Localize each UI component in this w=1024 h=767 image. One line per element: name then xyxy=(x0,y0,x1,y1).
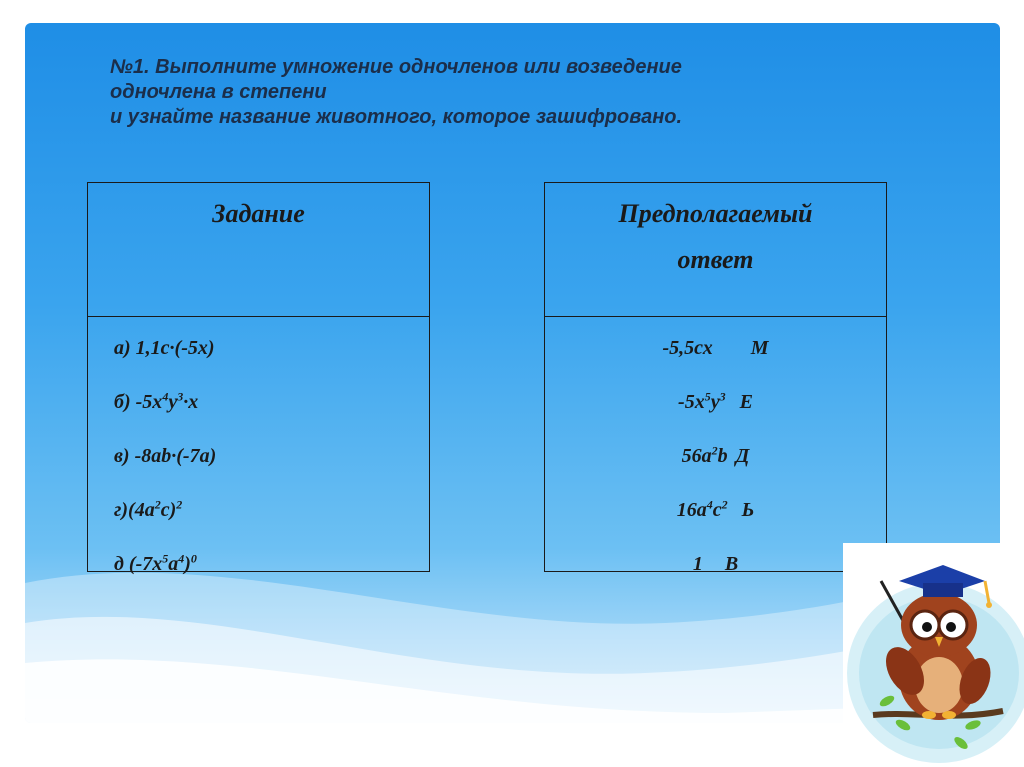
answer-row-1: -5,5сх М xyxy=(662,337,769,359)
owl-illustration xyxy=(843,543,1024,767)
task-row-v: в) -8аb·(-7а) xyxy=(114,445,217,467)
task-table xyxy=(87,182,430,575)
owl-teacher-icon xyxy=(843,543,1024,767)
answer-table xyxy=(544,182,887,575)
task-row-b: б) $-5х^4у^3\cdot х$ xyxy=(114,389,199,413)
slide-title: №1. Выполните умножение одночленов или возведение одночлена в степени и узнайте название животного, которое зашифровано. xyxy=(110,56,683,128)
task-row-a: а) 1,1с·(-5х) xyxy=(114,337,215,359)
answer-row-5: 1 В xyxy=(692,553,739,575)
task-row-g: $г)(4а^2с)^2$ xyxy=(114,497,183,521)
answer-table-header: Предполагаемый ответ xyxy=(545,183,886,317)
task-row-d: д $(-7х^5а^4)^0$ xyxy=(114,551,197,575)
task-table-header: Задание xyxy=(88,183,429,317)
answer-row-2: $-5х^5у^3$ Е xyxy=(678,389,753,413)
answer-row-4: $16а^4с^2$ Ь xyxy=(676,497,755,521)
answer-row-3: $56а^2b$ Д xyxy=(681,443,750,467)
